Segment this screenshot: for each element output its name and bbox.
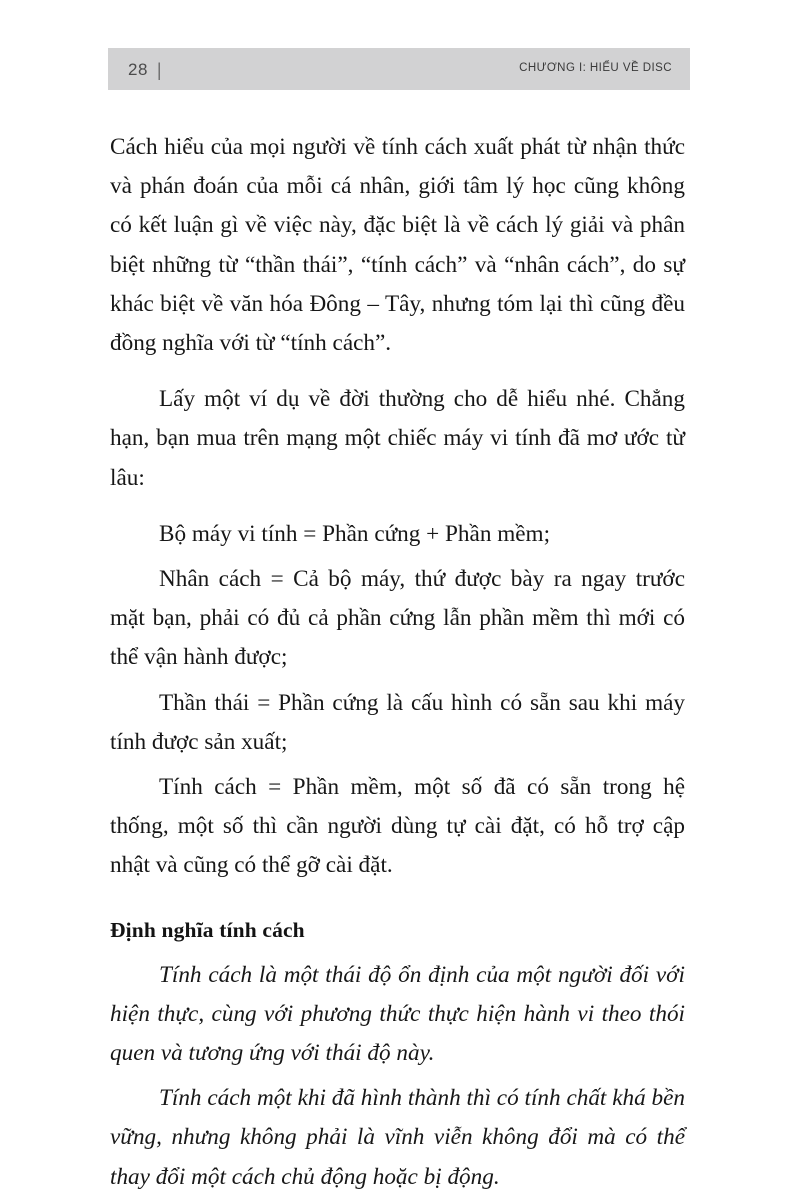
chapter-title: CHƯƠNG I: HIỂU VỀ DISC: [519, 62, 672, 75]
paragraph-equation-personality: Nhân cách = Cả bộ máy, thứ được bày ra ngay trước mặt bạn, phải có đủ cả phần cứng lẫn phần mềm thì mới có thể vận hành được;: [110, 566, 685, 671]
page-content: [110, 128, 685, 1197]
paragraph-intro: Cách hiểu của mọi người về tính cách xuất phát từ nhận thức và phán đoán của mỗi cá nhân, giới tâm lý học cũng không có kết luận gì về việc này, đặc biệt là về cách lý giải và phân biệt những từ “thần thái”, “tính cách” và “nhân cách”, do sự khác biệt về văn hóa Đông – Tây, nhưng tóm lại thì cũng đều đồng nghĩa với từ “tính cách”.: [110, 134, 685, 357]
paragraph-definition-one: Tính cách là một thái độ ổn định của một người đối với hiện thực, cùng với phương thức thực hiện hành vi theo thói quen và tương ứng với thái độ này.: [110, 961, 685, 1067]
paragraph-definition-two: Tính cách một khi đã hình thành thì có tính chất khá bền vững, nhưng không phải là vĩnh viễn không đổi mà có thể thay đổi một cách chủ động hoặc bị động.: [110, 1085, 685, 1190]
paragraph-equation-character: Tính cách = Phần mềm, một số đã có sẵn trong hệ thống, một số thì cần người dùng tự cài đặt, có hỗ trợ cập nhật và cũng có thể gỡ cài đặt.: [110, 774, 685, 879]
paragraph-equation-computer: Bộ máy vi tính = Phần cứng + Phần mềm;: [159, 520, 551, 547]
running-header: [108, 48, 690, 90]
paragraph-equation-demeanor: Thần thái = Phần cứng là cấu hình có sẵn sau khi máy tính được sản xuất;: [110, 689, 685, 755]
section-heading-definition: Định nghĩa tính cách: [110, 917, 305, 942]
paragraph-example-intro: Lấy một ví dụ về đời thường cho dễ hiểu nhé. Chẳng hạn, bạn mua trên mạng một chiếc máy vi tính đã mơ ước từ lâu:: [110, 386, 685, 491]
header-divider: |: [156, 60, 162, 80]
page-number: 28: [128, 60, 148, 79]
header-left-group: [128, 60, 162, 78]
